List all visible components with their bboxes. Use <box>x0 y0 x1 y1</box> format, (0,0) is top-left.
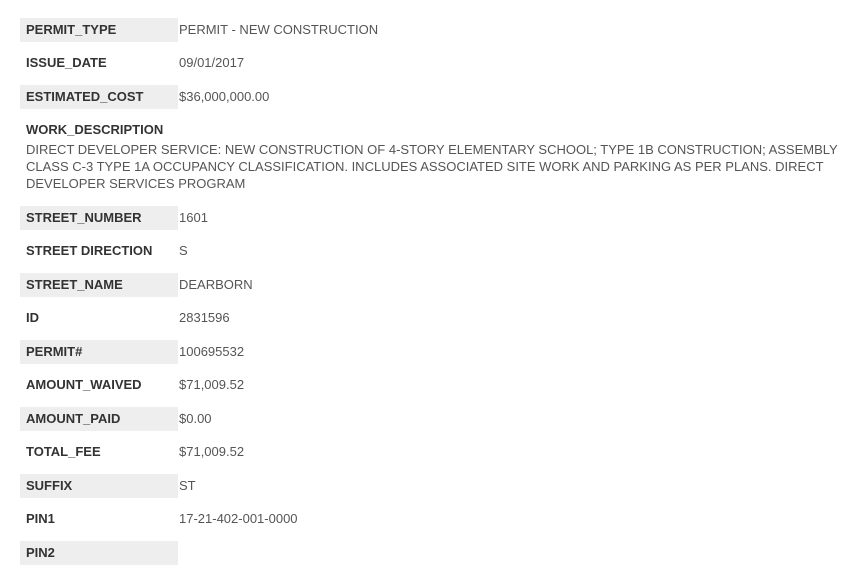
field-row-pin1 <box>20 507 848 531</box>
field-label: TOTAL_FEE <box>26 444 101 459</box>
field-label: SUFFIX <box>20 474 178 498</box>
field-row-permit-type <box>20 18 848 42</box>
field-label: WORK_DESCRIPTION <box>26 122 164 137</box>
field-value: $36,000,000.00 <box>179 89 270 104</box>
field-row-id <box>20 306 848 330</box>
field-row-street-direction <box>20 239 848 263</box>
field-value: 09/01/2017 <box>179 55 245 70</box>
field-row-total-fee <box>20 440 848 464</box>
field-row-estimated-cost <box>20 85 848 109</box>
field-row-issue-date <box>20 51 848 75</box>
field-row-pin2 <box>20 541 848 565</box>
field-label: STREET_NAME <box>20 273 178 297</box>
work-description-text: DIRECT DEVELOPER SERVICE: NEW CONSTRUCTION OF 4-STORY ELEMENTARY SCHOOL; TYPE 1B CONSTRUCTION; ASSEMBLY CLASS C-3 TYPE 1A OCCUPANCY CLASSIFICATION. INCLUDES ASSOCIATED SITE WORK AND PARKING AS PER PLANS. DIRECT DEVELOPER SERVICES PROGRAM <box>26 142 838 191</box>
field-row-suffix <box>20 474 848 498</box>
field-label: ESTIMATED_COST <box>20 85 178 109</box>
field-row-amount-paid <box>20 407 848 431</box>
field-label: AMOUNT_WAIVED <box>26 377 142 392</box>
field-value: $71,009.52 <box>179 444 245 459</box>
field-value: $71,009.52 <box>179 377 245 392</box>
field-value: PERMIT - NEW CONSTRUCTION <box>179 22 379 37</box>
field-row-street-number <box>20 206 848 230</box>
field-label: ID <box>26 310 39 325</box>
field-value: 100695532 <box>179 344 245 359</box>
field-label: PIN1 <box>26 511 55 526</box>
field-label: PERMIT_TYPE <box>20 18 178 42</box>
field-label: PERMIT# <box>20 340 178 364</box>
field-row-work-description <box>26 122 846 192</box>
field-value: $0.00 <box>179 411 212 426</box>
field-label: STREET DIRECTION <box>26 243 153 258</box>
field-value: S <box>179 243 188 258</box>
field-row-street-name <box>20 273 848 297</box>
field-value: 2831596 <box>179 310 230 325</box>
field-value: 17-21-402-001-0000 <box>179 511 298 526</box>
field-row-amount-waived <box>20 373 848 397</box>
field-label: ISSUE_DATE <box>26 55 107 70</box>
field-label: PIN2 <box>20 541 178 565</box>
field-value: ST <box>179 478 196 493</box>
field-label: STREET_NUMBER <box>20 206 178 230</box>
field-value: DEARBORN <box>179 277 253 292</box>
field-label: AMOUNT_PAID <box>20 407 178 431</box>
field-value: 1601 <box>179 210 208 225</box>
field-row-permit-number <box>20 340 848 364</box>
